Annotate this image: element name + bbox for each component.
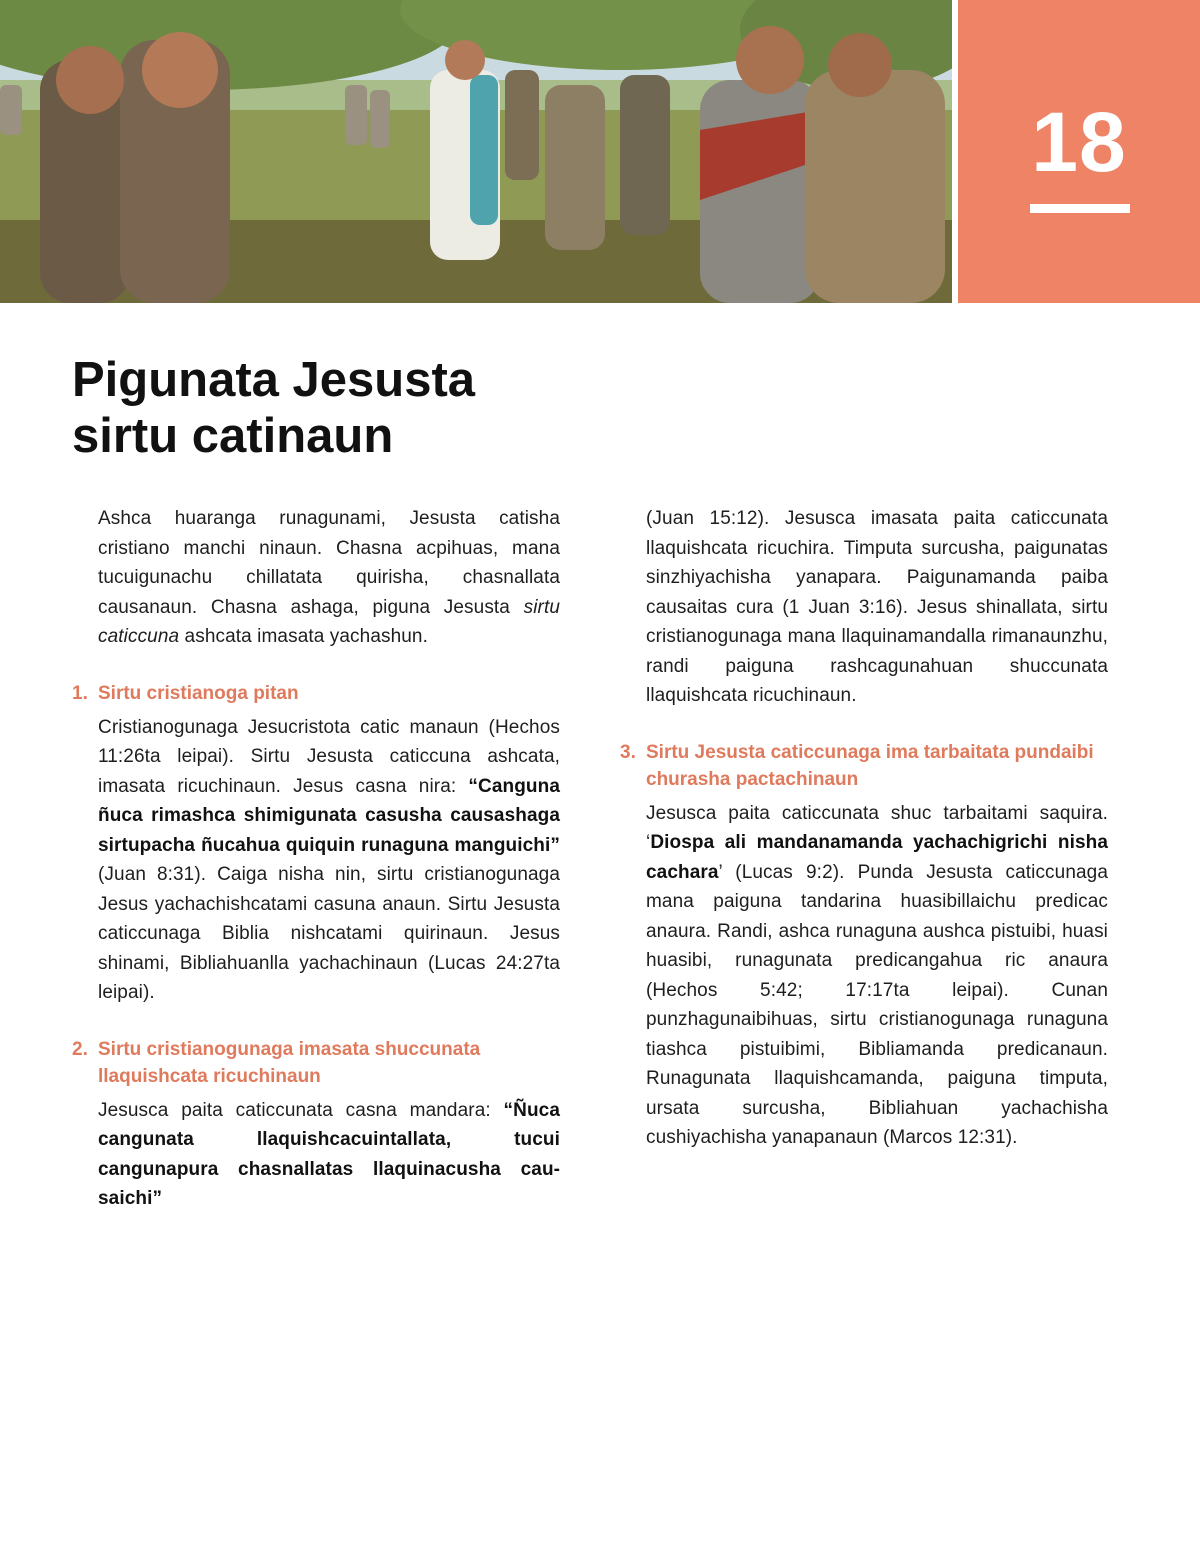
intro-text-italic: sirtu caticcuna — [98, 596, 560, 647]
section-2-paragraph-end — [646, 504, 1108, 711]
intro-text-a: Ashca huaranga runagunami, Jesusta catisha cristiano manchi ninaun. Chasna acpihuas, mana tucuigunachu chillatata quirisha, chasnallata causanaun. Chasna ashaga, piguna Jesusta — [98, 508, 560, 618]
section-1-text-a: Cristianogunaga Jesucristota catic manaun (Hechos 11:26ta leipai). Sirtu Jesusta caticcuna ashcata, imasata ricuchinaun. Jesus casna nira: — [98, 716, 560, 797]
hero-illustration — [0, 0, 952, 303]
section-3-quote: Diospa ali mandanamanda yachachigrichi nisha cachara — [646, 832, 1108, 883]
column-left — [72, 504, 560, 1214]
section-3-paragraph — [646, 799, 1108, 1153]
section-1-number: 1. — [72, 682, 88, 704]
section-3-number: 3. — [620, 741, 636, 763]
section-3-title: Sirtu Jesusta caticcunaga ima tarbaitata pundaibi churasha pactachinaun — [646, 741, 1094, 790]
chapter-underline — [1030, 204, 1130, 213]
hero-scene — [0, 0, 952, 303]
section-2-quote: “Ñuca cangunata llaquishcacuintallata, tucui cangunapura chasnallatas llaquinacusha causaichi” — [98, 1099, 560, 1209]
section-2-number: 2. — [72, 1038, 88, 1060]
figure-jesus — [430, 40, 500, 260]
section-3-text-b: ’ (Lucas 9:2). Punda Jesusta caticcunaga mana paiguna tandarina huasibillaichu predicac anaura. Randi, ashca runaguna aushca pistuibi, huasi huasibi, runagunata predicangahua ric anaura (Hechos 5:42; 17:17ta leipai). Cunan punzhagunaibihuas, sirtu cristianogunaga runaguna tiashca pistuibimi, Bibliamanda predicanaun. Runagunata llaquishcamanda, paiguna timputa, ursata surcusha, Bibliahuan yachachisha cushiyachisha yanapanaun (Marcos 12:31). — [646, 861, 1108, 1148]
figure-left-pair — [40, 32, 230, 303]
page-title — [72, 352, 692, 464]
chapter-badge — [958, 0, 1200, 303]
section-2-title: Sirtu cristianogunaga imasata shuccunata llaquishcata ricuchinaun — [98, 1038, 481, 1087]
intro-paragraph — [98, 504, 560, 652]
chapter-number: 18 — [1031, 95, 1127, 189]
section-3-heading — [620, 739, 1108, 793]
section-2-paragraph-start — [98, 1096, 560, 1214]
section-1-quote: “Canguna ñuca rimashca shimigunata casusha causashaga sirtupacha ñucahua quiquin runaguna manguichi” — [98, 775, 560, 856]
section-1-paragraph — [98, 713, 560, 1008]
title-line-2: sirtu catinaun — [72, 409, 394, 463]
section-3-text-a: Jesusca paita caticcunata shuc tarbaitami saquira. ‘ — [646, 802, 1108, 853]
section-2-heading — [72, 1036, 560, 1090]
section-2-text-a: Jesusca paita caticcunata casna mandara: — [98, 1099, 504, 1121]
section-1-title: Sirtu cristianoga pitan — [98, 682, 299, 704]
intro-text-b: ashcata imasata yachashun. — [179, 626, 428, 647]
section-1-text-b: (Juan 8:31). Caiga nisha nin, sirtu cristianogunaga Jesus yachachishcatami casuna anaun. Sirtu Jesusta caticcunaga Biblia nishcatami quirinaun. Jesus shinami, Bibliahuanlla yachachinaun (Lucas 24:27ta leipai). — [98, 864, 560, 1003]
section-2-text-b: (Juan 15:12). Jesusca imasata paita caticcunata llaquishcata ricuchira. Timputa surcusha, paigunatas sinzhiyachisha yanapara. Paigunamanda paiba causaitas cura (1 Juan 3:16). Jesus shinallata, sirtu cristianogunaga mana llaquinamandalla rimanaunzhu, randi paiguna rashcagunahuan shuccunata llaquishcata ricuchinaun. — [646, 508, 1108, 706]
title-line-1: Pigunata Jesusta — [72, 353, 476, 407]
column-right — [620, 504, 1108, 1153]
section-1-heading — [72, 680, 560, 707]
